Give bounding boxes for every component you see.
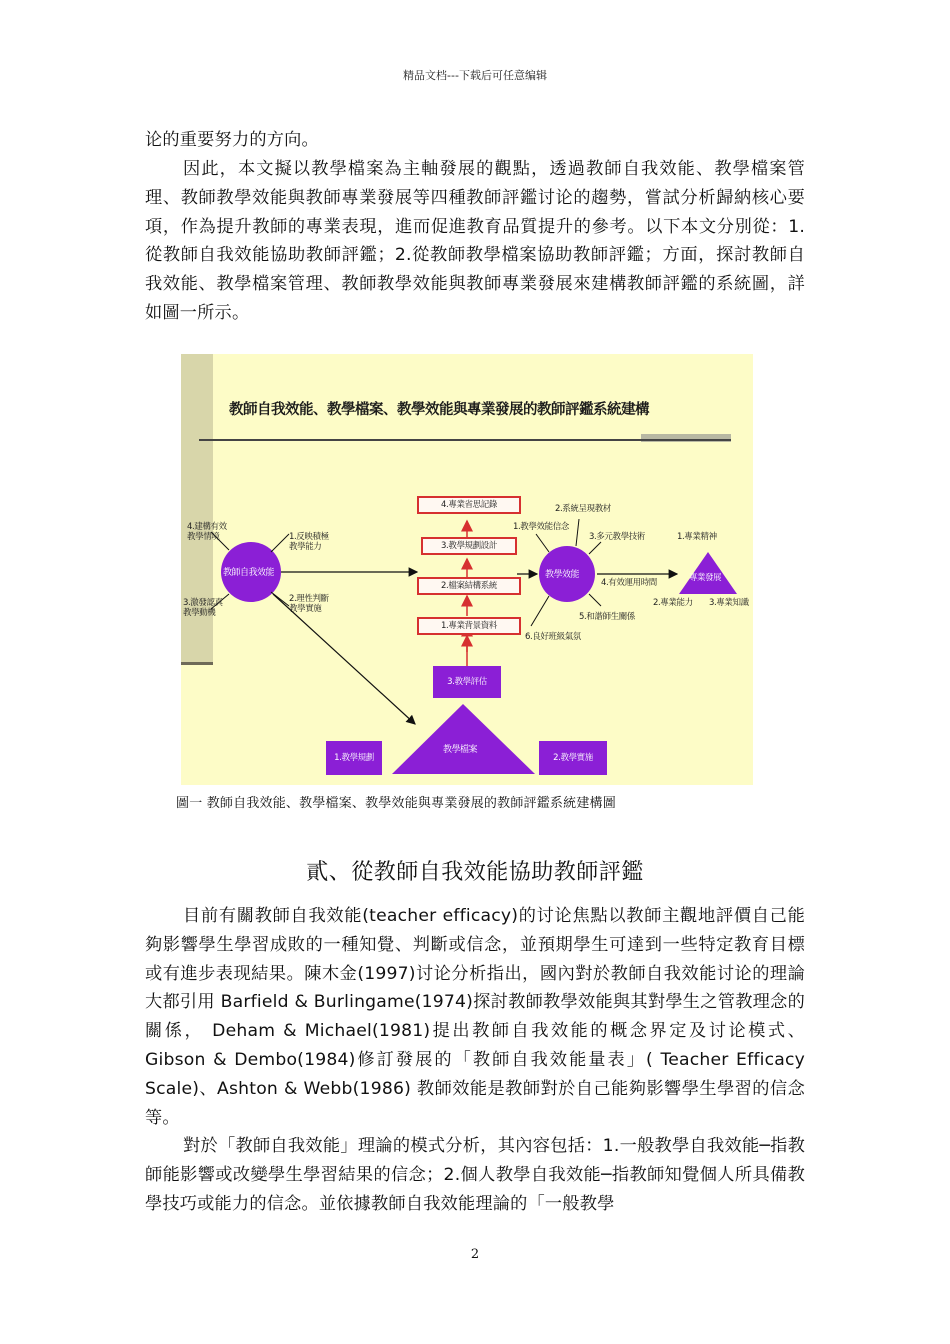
center-label-2: 2.系統呈現教材 xyxy=(555,504,611,514)
arrow-line xyxy=(531,596,549,626)
page-header: 精品文档---下载后可任意编辑 xyxy=(403,69,547,82)
teaching-efficacy-label: 教學效能 xyxy=(545,570,580,580)
box-plan: 1.教學規劃 xyxy=(326,741,382,775)
arrow-line xyxy=(589,594,601,606)
paragraph-theory: 對於「教師自我效能」理論的模式分析，其內容包括：1.一般教學自我效能─指教師能影響或改變學生學習結果的信念；2.個人教學自我效能─指教師知覺個人所具備教學技巧或能力的信念。並依據教師自我效能理論的「一般教學 xyxy=(145,1136,805,1214)
self-efficacy-label: 教師自我效能 xyxy=(223,568,275,578)
box-implementation: 2.教學實施 xyxy=(539,741,607,775)
paragraph-literature: 目前有關教師自我效能(teacher efficacy)的讨论焦點以教師主觀地評價自己能夠影響學生學習成敗的一種知覺、判斷或信念，並預期學生可達到一些特定教育目標或有進步表现結果。陳木金(1997)讨论分析指出，國內對於教師自我效能讨论的理論大都引用 Barfield & Burlingame(1974)探討教師教學效能與其對學生之管教理念的關係， Deham & Michael(1981)提出教師自我效能的概念界定及讨论模式、Gibson & Dembo(1984)修訂發展的「教師自我效能量表」( Teacher Efficacy Scale)、Ashton & Webb(1986) 教師效能是教師對於自己能夠影響學生學習的信念等。 xyxy=(145,906,805,1128)
center-label-4: 4.有效運用時間 xyxy=(601,578,657,588)
center-label-1: 1.教學效能信念 xyxy=(513,522,569,532)
arrow-line xyxy=(271,534,289,552)
portfolio-triangle xyxy=(392,704,535,774)
center-label-5: 5.和諧師生關係 xyxy=(579,612,635,622)
left-label-3: 3.激發認真 教學動機 xyxy=(183,598,223,618)
figure-caption: 圖一 教師自我效能、教學檔案、教學效能與專業發展的教師評鑑系統建構圖 xyxy=(176,796,616,811)
section-title: 貳、從教師自我效能協助教師評鑑 xyxy=(306,860,644,885)
box-structure: 2.檔案結構系統 xyxy=(417,577,521,595)
box-background: 1.專業背景資料 xyxy=(417,617,521,635)
figure-diagram xyxy=(181,354,753,785)
box-reflection: 4.專業省思記錄 xyxy=(417,496,521,514)
arrow-line xyxy=(536,534,549,552)
page-number: 2 xyxy=(470,1247,480,1262)
figure-title: 教師自我效能、教學檔案、教學效能與專業發展的教師評鑑系統建構 xyxy=(229,402,649,418)
professional-development-label: 專業發展 xyxy=(689,573,722,583)
paragraph-continuation: 论的重要努力的方向。 xyxy=(145,130,319,150)
paragraph-intro: 因此，本文擬以教學檔案為主軸發展的觀點，透過教師自我效能、教學檔案管理、教師教學效能與教師專業發展等四種教師評鑑讨论的趨勢，嘗試分析歸納核心要項，作為提升教師的專業表現，進而促進教育品質提升的參考。以下本文分別從：1.從教師自我效能協助教師評鑑；2.從教師教學檔案協助教師評鑑；方面，探討教師自我效能、教學檔案管理、教師教學效能與教師專業發展來建構教師評鑑的系統圖，詳如圖一所示。 xyxy=(145,159,805,323)
left-label-4: 4.建構有效 教學情境 xyxy=(187,522,227,542)
portfolio-label: 教學檔案 xyxy=(443,745,478,755)
arrow-line xyxy=(576,519,579,546)
center-label-6: 6.良好班級氣氛 xyxy=(525,632,581,642)
right-label-3: 3.專業知識 xyxy=(709,598,749,608)
box-planning: 3.教學規劃設計 xyxy=(421,537,517,555)
right-label-1: 1.專業精神 xyxy=(677,532,717,542)
arrow-line xyxy=(589,542,601,554)
right-label-2: 2.專業能力 xyxy=(653,598,693,608)
box-evaluation: 3.教學評估 xyxy=(433,666,501,698)
center-label-3: 3.多元教學技術 xyxy=(589,532,645,542)
left-label-1: 1.反映積極 教學能力 xyxy=(289,532,329,552)
left-label-2: 2.理性判斷 教學實施 xyxy=(289,594,329,614)
